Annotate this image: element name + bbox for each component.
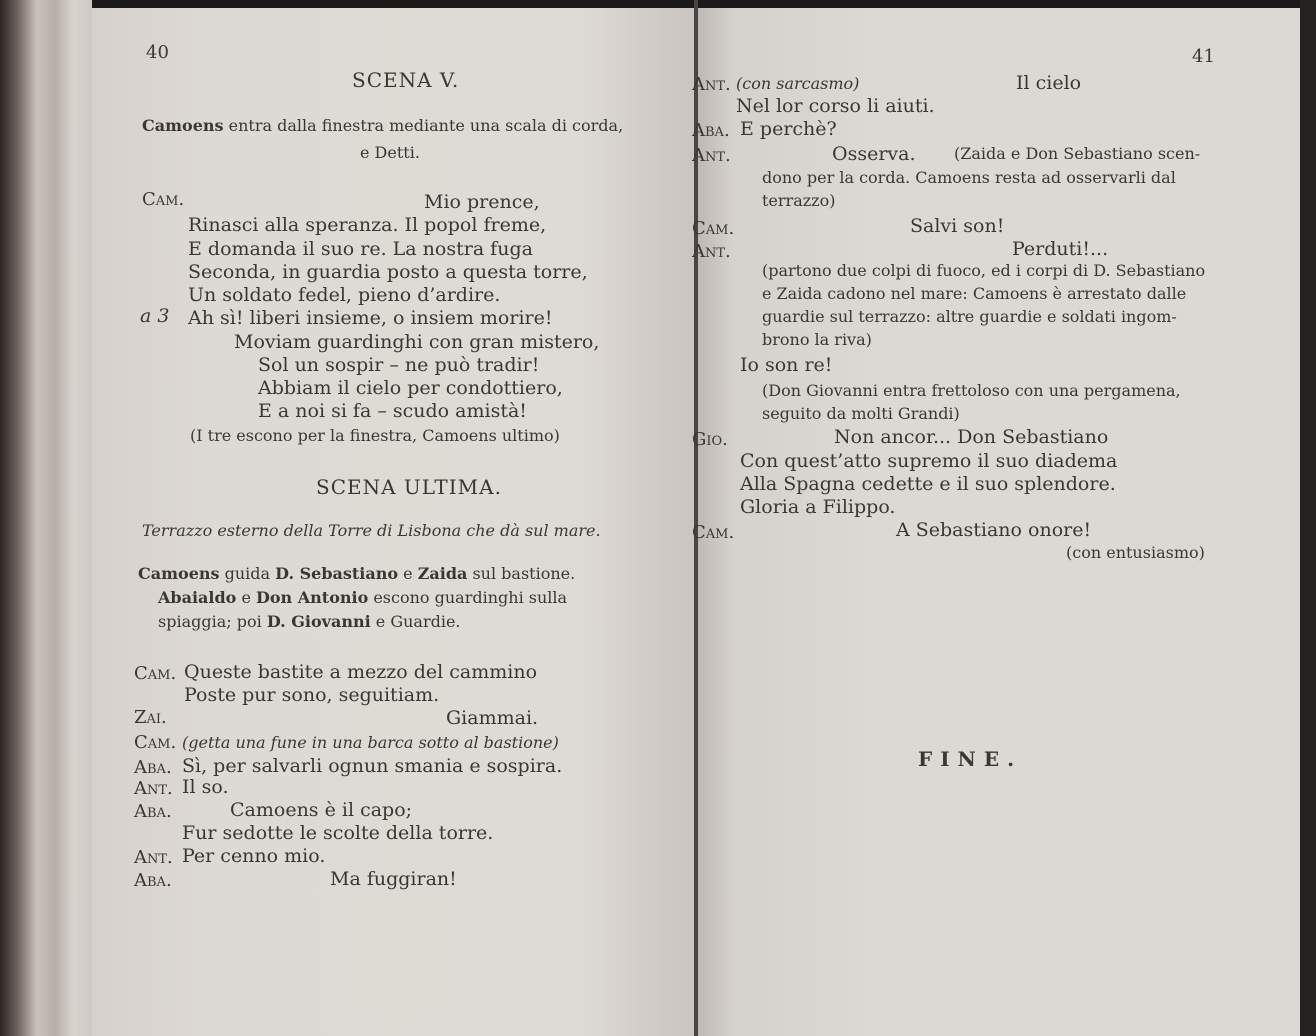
- scene-direction-line2: e Detti.: [360, 143, 420, 162]
- direction-text: entra dalla finestra mediante una scala di corda,: [223, 116, 624, 135]
- speaker-label: Cam.: [134, 663, 177, 684]
- speaker-label: Gio.: [692, 429, 728, 450]
- direction-text: escono guardinghi sulla: [368, 588, 568, 607]
- speaker-label: Aba.: [692, 120, 730, 141]
- verse-line: Sì, per salvarli ognun smania e sospira.: [182, 755, 563, 777]
- verse-line: Fur sedotte le scolte della torre.: [182, 822, 494, 844]
- character-name: Zaida: [417, 564, 468, 583]
- stage-direction: (con sarcasmo): [736, 74, 860, 93]
- direction-text: sul bastione.: [467, 564, 576, 583]
- speaker-label: Ant.: [134, 847, 173, 868]
- scene-title: SCENA V.: [352, 68, 460, 92]
- stage-direction: guardie sul terrazzo: altre guardie e soldati ingom-: [762, 307, 1177, 326]
- stage-direction: (Zaida e Don Sebastiano scen-: [954, 144, 1201, 163]
- verse-line: Mio prence,: [424, 191, 540, 213]
- ensemble-label: a 3: [140, 305, 170, 327]
- right-background: [1300, 0, 1316, 1036]
- stage-direction: (getta una fune in una barca sotto al bastione): [182, 733, 559, 752]
- verse-line: Sol un sospir – ne può tradir!: [258, 354, 540, 376]
- stage-direction: terrazzo): [762, 191, 836, 210]
- scene-direction-line1: [142, 118, 623, 134]
- verse-line: Io son re!: [740, 354, 833, 376]
- verse-line: Non ancor... Don Sebastiano: [834, 426, 1109, 448]
- stage-direction: (con entusiasmo): [1066, 543, 1205, 562]
- speaker-label: Ant.: [692, 145, 731, 166]
- speaker-label: Zai.: [134, 707, 167, 728]
- speaker-label: Cam.: [134, 732, 177, 753]
- verse-line: Perduti!...: [1012, 238, 1109, 260]
- verse-line: Giammai.: [446, 707, 539, 729]
- verse-line: Osserva.: [832, 143, 916, 165]
- left-page-number: 40: [146, 42, 169, 63]
- direction-text: e: [236, 588, 256, 607]
- verse-line: A Sebastiano onore!: [896, 519, 1092, 541]
- cast-direction-line1: [138, 566, 575, 582]
- stage-direction: dono per la corda. Camoens resta ad osservarli dal: [762, 168, 1176, 187]
- verse-line: Il so.: [182, 776, 229, 798]
- verse-line: Gloria a Filippo.: [740, 496, 896, 518]
- verse-line: Queste bastite a mezzo del cammino: [184, 661, 538, 683]
- verse-line: Salvi son!: [910, 215, 1005, 237]
- direction-text: guida: [219, 564, 276, 583]
- stage-direction: brono la riva): [762, 330, 872, 349]
- verse-line: Rinasci alla speranza. Il popol freme,: [188, 214, 547, 236]
- stage-direction: (partono due colpi di fuoco, ed i corpi di D. Sebastiano: [762, 261, 1206, 280]
- verse-line: Alla Spagna cedette e il suo splendore.: [740, 473, 1116, 495]
- verse-line: Con quest’atto supremo il suo diadema: [740, 450, 1118, 472]
- direction-text: spiaggia; poi: [158, 612, 267, 631]
- verse-line: E a noi si fa – scudo amistà!: [258, 400, 527, 422]
- speaker-label: Ant.: [134, 778, 173, 799]
- speaker-label: Aba.: [134, 757, 172, 778]
- verse-line: Nel lor corso li aiuti.: [736, 95, 935, 117]
- cast-direction-line3: [158, 614, 461, 630]
- direction-text: e: [398, 564, 418, 583]
- verse-line: Ah sì! liberi insieme, o insiem morire!: [188, 307, 553, 329]
- character-name: D. Sebastiano: [275, 564, 399, 583]
- character-name: D. Giovanni: [266, 612, 371, 631]
- verse-line: Seconda, in guardia posto a questa torre,: [188, 261, 588, 283]
- verse-line: Il cielo: [1016, 72, 1082, 94]
- character-name: Camoens: [142, 116, 224, 135]
- verse-line: Per cenno mio.: [182, 845, 326, 867]
- right-page-number: 41: [1192, 46, 1215, 67]
- verse-line: E domanda il suo re. La nostra fuga: [188, 238, 533, 260]
- verse-line: Poste pur sono, seguitiam.: [184, 684, 440, 706]
- speaker-label: Ant.: [692, 241, 731, 262]
- verse-line: Ma fuggiran!: [330, 868, 457, 890]
- speaker-label: Cam.: [142, 189, 185, 210]
- character-name: Don Antonio: [256, 588, 369, 607]
- stage-direction: (I tre escono per la finestra, Camoens ultimo): [190, 426, 560, 445]
- last-scene-title: SCENA ULTIMA.: [316, 475, 502, 499]
- scene-setting: Terrazzo esterno della Torre di Lisbona che dà sul mare.: [142, 521, 601, 540]
- cast-direction-line2: [158, 590, 567, 606]
- verse-line: E perchè?: [740, 118, 837, 140]
- stage-direction: e Zaida cadono nel mare: Camoens è arrestato dalle: [762, 284, 1187, 303]
- end-mark: FINE.: [918, 747, 1023, 771]
- verse-line: Un soldato fedel, pieno d’ardire.: [188, 284, 501, 306]
- verse-line: Camoens è il capo;: [230, 799, 413, 821]
- speaker-label: Cam.: [692, 218, 735, 239]
- direction-text: e Guardie.: [370, 612, 461, 631]
- stage-direction: (Don Giovanni entra frettoloso con una pergamena,: [762, 381, 1181, 400]
- speaker-label: Aba.: [134, 870, 172, 891]
- verse-line: Moviam guardinghi con gran mistero,: [234, 331, 600, 353]
- book-page-edges: [0, 0, 92, 1036]
- character-name: Abaialdo: [158, 588, 237, 607]
- speaker-label: Ant.: [692, 74, 731, 95]
- character-name: Camoens: [138, 564, 220, 583]
- verse-line: Abbiam il cielo per condottiero,: [258, 377, 563, 399]
- speaker-label: Cam.: [692, 522, 735, 543]
- stage-direction: seguito da molti Grandi): [762, 404, 960, 423]
- speaker-label: Aba.: [134, 801, 172, 822]
